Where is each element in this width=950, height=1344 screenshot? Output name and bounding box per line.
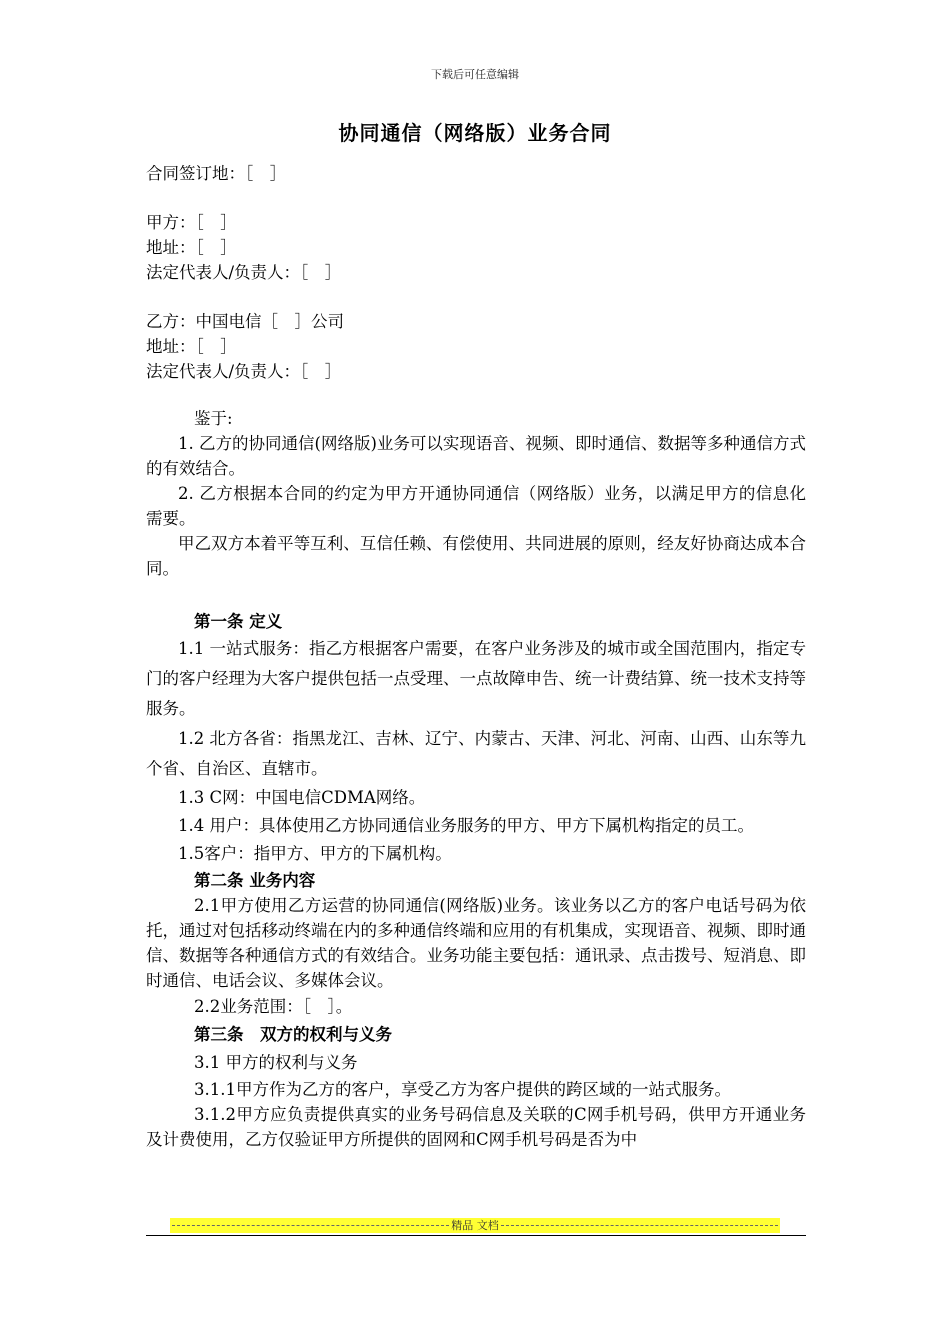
article-2-heading: 第二条 业务内容	[194, 871, 316, 890]
footer-banner	[170, 1218, 780, 1233]
document-body	[146, 161, 806, 1152]
party-a-name: 甲方：［ ］	[146, 213, 237, 232]
article-3-heading: 第三条 双方的权利与义务	[194, 1025, 392, 1044]
party-b-address: 地址：［ ］	[146, 337, 237, 356]
clause-1-1: 1.1 一站式服务：指乙方根据客户需要，在客户业务涉及的城市或全国范围内，指定专门的客户经理为大客户提供包括一点受理、一点故障申告、统一计费结算、统一技术支持等服务。	[146, 639, 806, 718]
footer-dash-right	[501, 1225, 778, 1226]
party-a-address: 地址：［ ］	[146, 238, 237, 257]
article-1-heading: 第一条 定义	[194, 612, 283, 631]
party-b-representative: 法定代表人/负责人：［ ］	[146, 362, 342, 381]
footer-label: 精品 文档	[451, 1219, 499, 1232]
clause-3-1: 3.1 甲方的权利与义务	[194, 1053, 358, 1072]
party-b-name: 乙方：中国电信［ ］公司	[146, 312, 344, 331]
clause-1-3: 1.3 C网：中国电信CDMA网络。	[178, 788, 426, 807]
signing-place: 合同签订地：［ ］	[146, 164, 287, 183]
clause-1-4: 1.4 用户：具体使用乙方协同通信业务服务的甲方、甲方下属机构指定的员工。	[178, 816, 754, 835]
clause-1-2: 1.2 北方各省：指黑龙江、吉林、辽宁、内蒙古、天津、河北、河南、山西、山东等九个省、自治区、直辖市。	[146, 729, 806, 778]
whereas-item-1: 1. 乙方的协同通信(网络版)业务可以实现语音、视频、即时通信、数据等多种通信方式的有效结合。	[146, 434, 806, 478]
party-a-representative: 法定代表人/负责人：［ ］	[146, 263, 342, 282]
whereas-item-2: 2. 乙方根据本合同的约定为甲方开通协同通信（网络版）业务，以满足甲方的信息化需要。	[146, 484, 806, 528]
header-note: 下载后可任意编辑	[431, 68, 519, 81]
clause-3-1-1: 3.1.1甲方作为乙方的客户，享受乙方为客户提供的跨区域的一站式服务。	[194, 1080, 731, 1099]
document-title: 协同通信（网络版）业务合同	[338, 121, 612, 145]
whereas-closing: 甲乙双方本着平等互利、互信任赖、有偿使用、共同进展的原则，经友好协商达成本合同。	[146, 534, 806, 578]
footer-dash-left	[172, 1225, 449, 1226]
clause-3-1-2: 3.1.2甲方应负责提供真实的业务号码信息及关联的C网手机号码，供甲方开通业务及计费使用，乙方仅验证甲方所提供的固网和C网手机号码是否为中	[146, 1105, 806, 1149]
clause-1-5: 1.5客户：指甲方、甲方的下属机构。	[178, 844, 452, 863]
whereas-label: 鉴于:	[194, 409, 233, 428]
clause-2-1: 2.1甲方使用乙方运营的协同通信(网络版)业务。该业务以乙方的客户电话号码为依托，通过对包括移动终端在内的多种通信终端和应用的有机集成，实现语音、视频、即时通信、数据等各种通信方式的有效结合。业务功能主要包括：通讯录、点击拨号、短消息、即时通信、电话会议、多媒体会议。	[146, 896, 806, 990]
clause-2-2: 2.2业务范围：［ ］。	[194, 997, 353, 1016]
footer-rule	[146, 1235, 806, 1236]
